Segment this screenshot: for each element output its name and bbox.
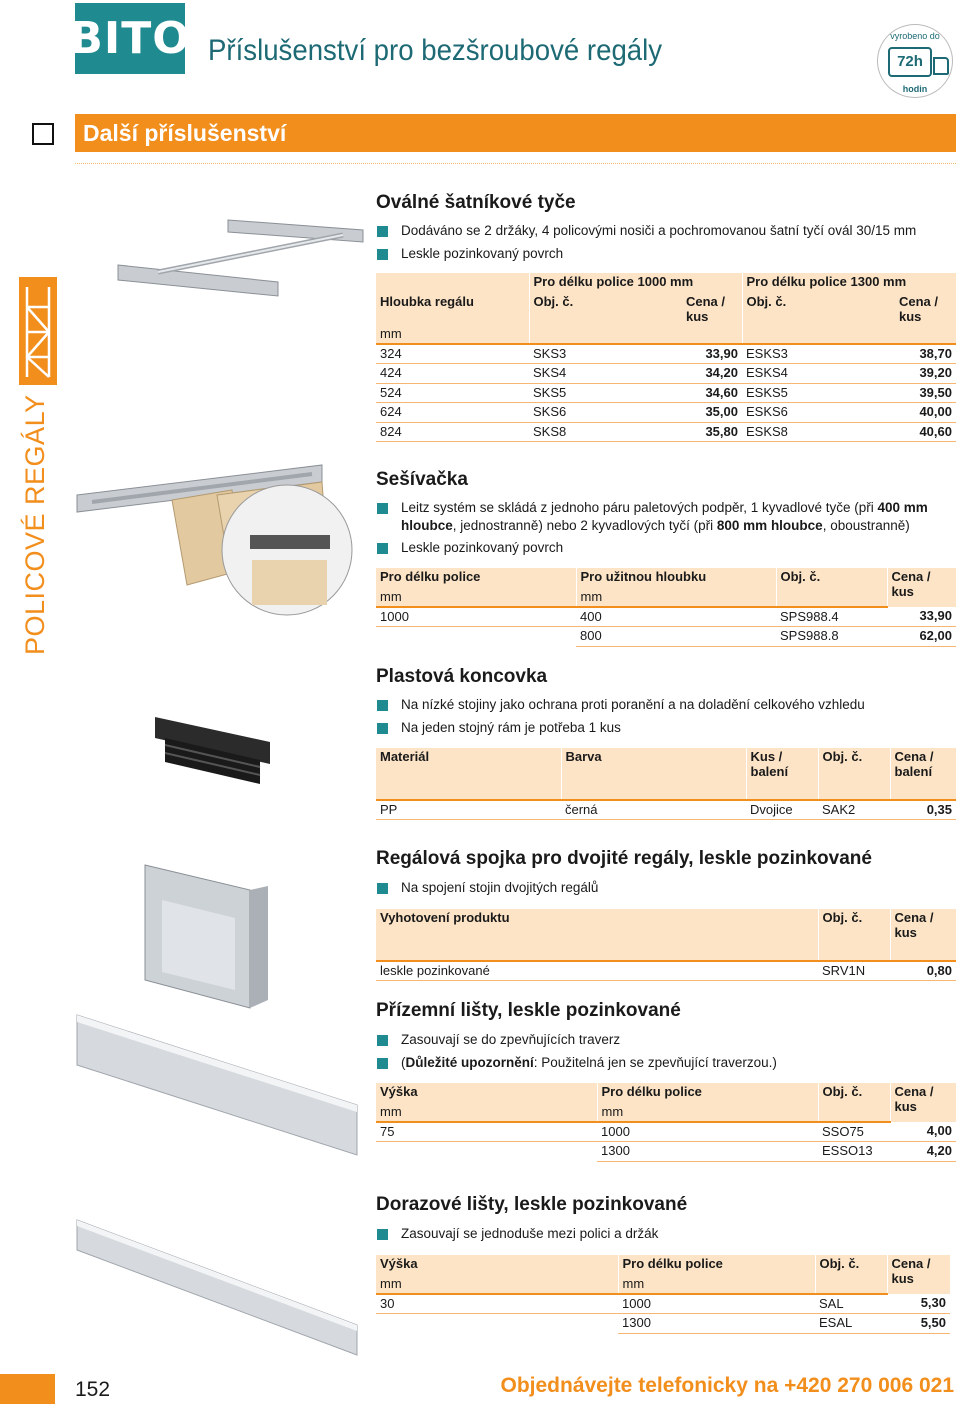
bullet-item: Dodáváno se 2 držáky, 4 policovými nosiči a pochromovanou šatní tyčí ovál 30/15 mm — [376, 222, 951, 240]
table-header: Pro délku police — [376, 568, 576, 588]
bullet-item: Leskle pozinkovaný povrch — [376, 245, 951, 263]
cell-length: 1000 — [597, 1122, 818, 1142]
table-header: Obj. č. — [529, 293, 682, 325]
table-row — [376, 364, 956, 384]
table-row — [376, 344, 956, 364]
cell-depth: 824 — [376, 422, 529, 442]
price-table-floor-strip — [376, 1083, 956, 1162]
cell-length: 1300 — [597, 1142, 818, 1162]
plastic-cap-image — [150, 712, 280, 792]
price-table-wardrobe-rail — [376, 273, 956, 442]
cell-color: černá — [561, 800, 746, 820]
table-header: Cena / kus — [895, 293, 956, 325]
cell-price: 4,00 — [890, 1122, 956, 1142]
cell-height — [376, 1142, 597, 1162]
section-checkbox[interactable] — [32, 123, 54, 145]
table-header: Hloubka regálu — [376, 293, 529, 325]
table-unit: mm — [576, 588, 776, 608]
section-divider — [75, 152, 956, 164]
shelving-icon — [19, 277, 57, 385]
wardrobe-rail-image — [108, 210, 370, 300]
bullet-list — [376, 1031, 951, 1076]
product-title-connector: Regálová spojka pro dvojité regály, leskle pozinkované — [376, 848, 872, 869]
cell-price: 34,60 — [682, 383, 742, 403]
table-row — [376, 1294, 950, 1314]
cell-pack: Dvojice — [746, 800, 818, 820]
table-header: Vyhotovení produktu — [376, 909, 818, 941]
table-header: Cena / kus — [890, 909, 956, 941]
bullet-item — [376, 1054, 951, 1072]
bullet-item: Zasouvají se jednoduše mezi polici a držák — [376, 1225, 951, 1243]
price-table-stapler — [376, 568, 956, 647]
product-title-plastic-cap: Plastová koncovka — [376, 666, 548, 687]
table-header: Obj. č. — [818, 1083, 890, 1103]
table-header: Obj. č. — [815, 1255, 887, 1275]
cell-order-no: ESKS6 — [742, 403, 895, 423]
table-unit: mm — [376, 588, 576, 608]
bullet-text-bold: Důležité upozornění — [405, 1054, 534, 1070]
table-row — [376, 403, 956, 423]
cell-length: 1000 — [618, 1294, 815, 1314]
page-number: 152 — [75, 1378, 111, 1401]
table-header: Pro délku police 1300 mm — [742, 273, 956, 293]
cell-variant: leskle pozinkované — [376, 961, 818, 981]
cell-price: 62,00 — [887, 627, 956, 647]
bito-logo: BITO — [75, 3, 185, 74]
bullet-item — [376, 499, 951, 534]
cell-order-no: SKS3 — [529, 344, 682, 364]
table-header: Cena / kus — [890, 1083, 956, 1122]
table-unit: mm — [618, 1275, 815, 1295]
table-header: Výška — [376, 1083, 597, 1103]
cell-order-no: SKS4 — [529, 364, 682, 384]
table-header — [376, 273, 529, 293]
table-header: Pro délku police — [597, 1083, 818, 1103]
table-row — [376, 800, 956, 820]
page-title: Příslušenství pro bezšroubové regály — [208, 34, 663, 67]
cell-height: 75 — [376, 1122, 597, 1142]
bullet-list — [376, 222, 951, 267]
truck-icon — [933, 57, 949, 75]
badge-bottom-text: hodin — [902, 84, 928, 94]
table-unit: mm — [597, 1103, 818, 1123]
cell-order-no: ESKS3 — [742, 344, 895, 364]
cell-depth: 800 — [576, 627, 776, 647]
table-header: Obj. č. — [776, 568, 887, 588]
bullet-list — [376, 499, 951, 562]
cell-price: 40,00 — [895, 403, 956, 423]
cell-price: 33,90 — [682, 344, 742, 364]
table-unit: mm — [376, 325, 529, 345]
table-header: Materiál — [376, 748, 561, 780]
table-row — [376, 1142, 956, 1162]
table-row — [376, 607, 956, 627]
bullet-item: Na nízké stojiny jako ochrana proti poranění a na doladění celkového vzhledu — [376, 696, 951, 714]
table-row — [376, 961, 956, 981]
product-title-stop-strip: Dorazové lišty, leskle pozinkované — [376, 1194, 688, 1215]
table-row — [376, 1122, 956, 1142]
table-row — [376, 1314, 950, 1334]
price-table-stop-strip — [376, 1255, 950, 1334]
footer-phone[interactable]: Objednávejte telefonicky na +420 270 006 021 — [500, 1374, 954, 1397]
product-title-stapler: Sešívačka — [376, 469, 468, 490]
price-table-connector — [376, 909, 956, 981]
table-header: Obj. č. — [742, 293, 895, 325]
cell-order-no: SRV1N — [818, 961, 890, 981]
cell-length — [376, 627, 576, 647]
section-title: Další příslušenství — [75, 114, 956, 152]
cell-price: 38,70 — [895, 344, 956, 364]
bullet-text: ( — [401, 1054, 406, 1070]
bullet-item: Leskle pozinkovaný povrch — [376, 539, 951, 557]
table-header: Cena / balení — [890, 748, 956, 780]
bullet-text: Leitz systém se skládá z jednoho páru paletových podpěr, 1 kyvadlové tyče (při — [401, 500, 878, 515]
cell-depth: 400 — [576, 607, 776, 627]
cell-order-no: SKS6 — [529, 403, 682, 423]
cell-order-no: ESKS4 — [742, 364, 895, 384]
cell-depth: 324 — [376, 344, 529, 364]
bullet-list — [376, 1225, 951, 1248]
cell-order-no: SSO75 — [818, 1122, 890, 1142]
cell-length: 1300 — [618, 1314, 815, 1334]
cell-order-no: ESKS5 — [742, 383, 895, 403]
table-row — [376, 422, 956, 442]
cell-depth: 524 — [376, 383, 529, 403]
cell-depth: 424 — [376, 364, 529, 384]
price-table-plastic-cap — [376, 748, 956, 820]
cell-depth: 624 — [376, 403, 529, 423]
cell-order-no: SKS8 — [529, 422, 682, 442]
table-row — [376, 383, 956, 403]
cell-price: 0,80 — [890, 961, 956, 981]
table-header: Obj. č. — [818, 909, 890, 941]
cell-price: 5,30 — [887, 1294, 950, 1314]
shelf-connector-image — [140, 860, 275, 1010]
cell-price: 5,50 — [887, 1314, 950, 1334]
production-badge — [877, 24, 953, 98]
cell-price: 39,50 — [895, 383, 956, 403]
bullet-item: Na spojení stojin dvojitých regálů — [376, 879, 951, 897]
table-row — [376, 627, 956, 647]
floor-strip-image — [72, 1010, 362, 1170]
bullet-text-bold: 800 mm hloubce — [716, 517, 823, 533]
side-category-label: POLICOVÉ REGÁLY — [20, 394, 50, 655]
cell-price: 0,35 — [890, 800, 956, 820]
cell-price: 35,80 — [682, 422, 742, 442]
cell-order-no: ESSO13 — [818, 1142, 890, 1162]
cell-order-no: SAL — [815, 1294, 887, 1314]
table-unit: mm — [376, 1103, 597, 1123]
badge-top-text: vyrobeno do — [890, 31, 940, 41]
cell-order-no: SAK2 — [818, 800, 890, 820]
cell-order-no: SPS988.4 — [776, 607, 887, 627]
cell-price: 40,60 — [895, 422, 956, 442]
cell-price: 33,90 — [887, 607, 956, 627]
bullet-item: Zasouvají se do zpevňujících traverz — [376, 1031, 951, 1049]
cell-height: 30 — [376, 1294, 618, 1314]
cell-order-no: ESKS8 — [742, 422, 895, 442]
product-title-wardrobe-rail: Oválné šatníkové tyče — [376, 192, 576, 213]
cell-price: 4,20 — [890, 1142, 956, 1162]
table-header: Obj. č. — [818, 748, 890, 780]
table-header: Cena / kus — [887, 568, 956, 607]
table-header: Kus / balení — [746, 748, 818, 780]
file-hanger-image — [72, 460, 357, 620]
bullet-text-bold: 400 mm hloubce — [401, 500, 928, 533]
cell-height — [376, 1314, 618, 1334]
table-header: Výška — [376, 1255, 618, 1275]
cell-price: 35,00 — [682, 403, 742, 423]
cell-order-no: ESAL — [815, 1314, 887, 1334]
table-header: Barva — [561, 748, 746, 780]
bullet-list — [376, 879, 951, 902]
cell-price: 34,20 — [682, 364, 742, 384]
cell-order-no: SPS988.8 — [776, 627, 887, 647]
table-header: Pro užitnou hloubku — [576, 568, 776, 588]
footer-accent — [0, 1374, 55, 1404]
table-unit: mm — [376, 1275, 618, 1295]
bullet-list — [376, 696, 951, 741]
bullet-text: : Použitelná jen se zpevňující traverzou.) — [533, 1054, 777, 1070]
cell-order-no: SKS5 — [529, 383, 682, 403]
cell-material: PP — [376, 800, 561, 820]
bullet-text: , oboustranně) — [822, 517, 910, 533]
table-header: Pro délku police 1000 mm — [529, 273, 742, 293]
cell-price: 39,20 — [895, 364, 956, 384]
bullet-item: Na jeden stojný rám je potřeba 1 kus — [376, 719, 951, 737]
product-title-floor-strip: Přízemní lišty, leskle pozinkované — [376, 1000, 681, 1021]
table-header: Cena / kus — [887, 1255, 950, 1294]
table-header: Pro délku police — [618, 1255, 815, 1275]
table-header: Cena / kus — [682, 293, 742, 325]
badge-value: 72h — [888, 47, 932, 77]
cell-length: 1000 — [376, 607, 576, 627]
stop-strip-image — [72, 1215, 362, 1365]
bullet-text: , jednostranně) nebo 2 kyvadlových tyčí (při — [452, 517, 717, 533]
